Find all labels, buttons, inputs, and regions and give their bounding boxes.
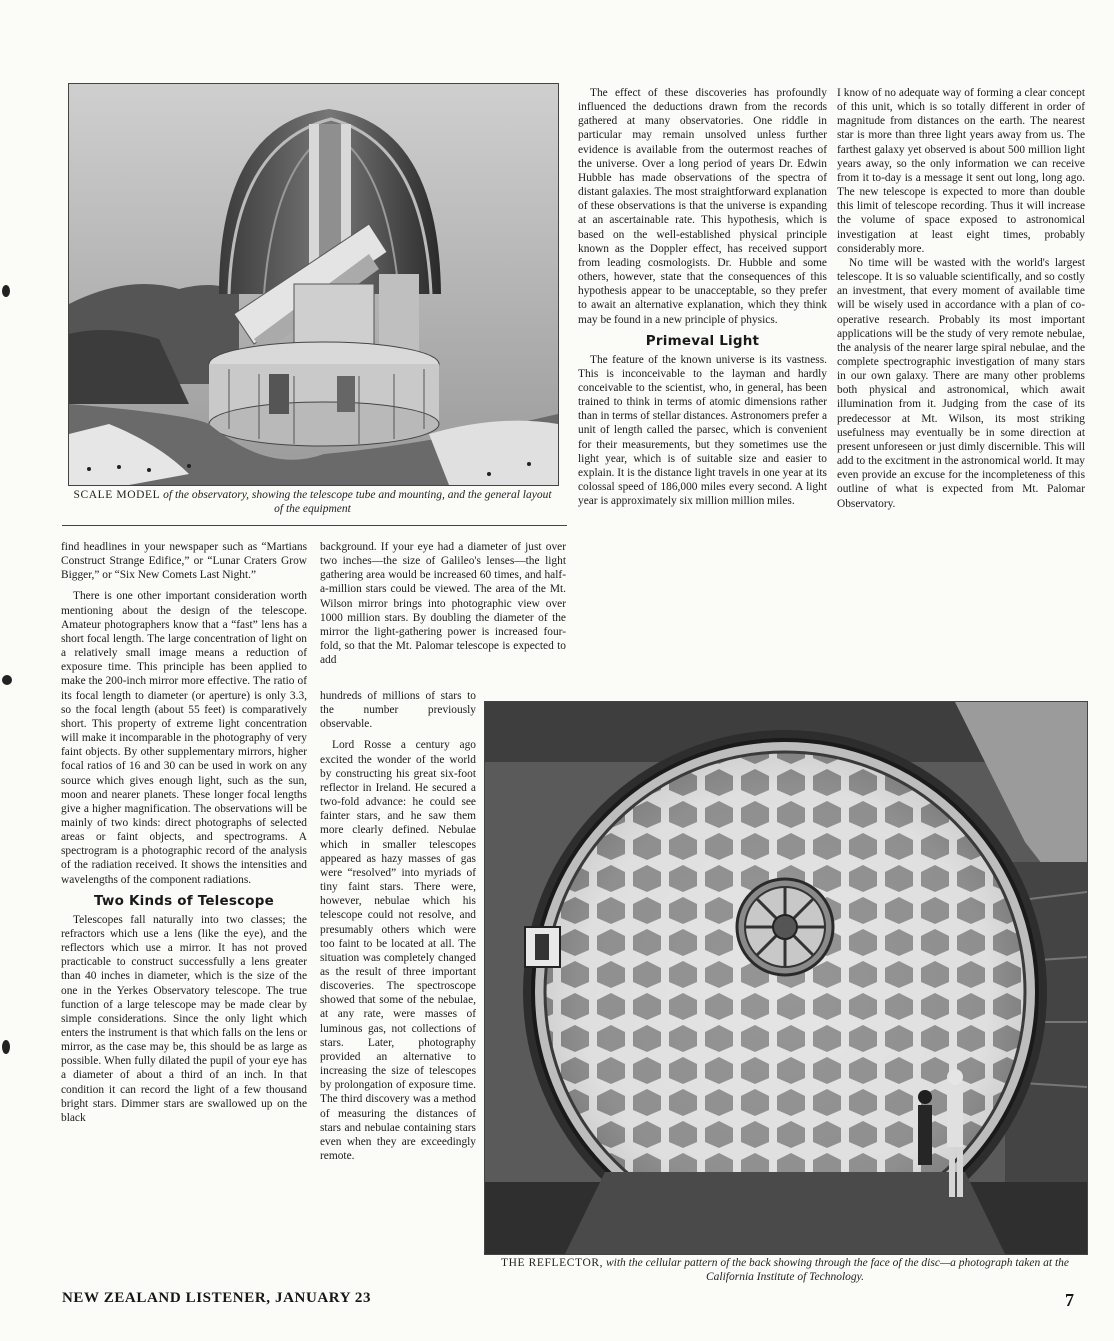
- reflector-disc-icon: [485, 702, 1087, 1254]
- paragraph-vastness: The feature of the known universe is its vastness. This is inconceivable to the layman and hardly conceivable to the scientist, who, in general, has been trained to think in terms of atomic dimensions rather than in terms of stellar distances. Astronomers prefer a unit of length called the parsec, which is convenient for their measurements, but they sometimes use the light year, which is of suitable size and easier to explain. It is the distance light travels in one year at its colossal speed of 186,000 miles every second. A light year is approximately six million million miles.: [578, 353, 827, 508]
- paragraph-eye-diameter: background. If your eye had a diameter of just over two inches—the size of Galileo's lenses—the light gathering area would be increased 60 times, and half-a-million stars could be viewed. The area of the Mt. Wilson mirror brings into photographic view over 1000 million stars. By doubling the diameter of the mirror the light-gathering power is increased four-fold, so that the Mt. Palomar telescope is expected to add: [320, 541, 566, 667]
- paragraph-lord-rosse: Lord Rosse a century ago excited the wonder of the world by constructing his great six-foot reflector in Ireland. He secured a two-fold advance: he could see fainter stars, and he saw them more clearly defined. Nebulae which in smaller telescopes appeared as hazy masses of gas were “resolved” into myriads of tiny faint stars. There were, however, nebulae which his telescope could not resolve, and presumably others which were too faint to be located at all. The situation was completely changed as the result of three important discoveries. The spectroscope showed that some of the nebulae, at any rate, were masses of luminous gas, not collections of stars. Later, photography provided an alternative to increasing the size of telescopes by prolongation of exposure time. The third discovery was a method of measuring the distances of stars and nebulae containing stars even when they are exceedingly remote.: [320, 739, 476, 1162]
- article-column-4-top: [837, 86, 1085, 686]
- article-column-2-narrow: [320, 689, 476, 1285]
- reflector-caption-text: with the cellular pattern of the back showing through the face of the disc—a photograph taken at the California Institute of Technology.: [603, 1257, 1069, 1283]
- observatory-model-icon: [69, 84, 558, 485]
- reflector-caption-lead: THE REFLECTOR,: [500, 1257, 604, 1269]
- section-divider-rule: [62, 525, 567, 526]
- paragraph-hundreds-of-millions: hundreds of millions of stars to the number previously observable.: [320, 690, 476, 731]
- observatory-photo-caption: [68, 488, 557, 516]
- page-number: 7: [1065, 1290, 1074, 1310]
- paragraph-light-year-concept: I know of no adequate way of forming a clear concept of this unit, which is so totally different in order of magnitude from distances on the earth. The nearest star is more than three light years away from us. The farthest galaxy yet observed is about 500 million light years away, so the only information we can receive from it to-day is a message it sent out long, long ago. The new telescope is expected to more than double this limit of telescope recording. Thus it will increase the volume of space exposed to astronomical investigation at least eight times, probably considerably more.: [837, 87, 1085, 255]
- paragraph-doppler-effect: The effect of these discoveries has profoundly influenced the deductions drawn from the records gathered at many observatories. One riddle in particular may remain unsolved unless further evidence is available from the outermost reaches of the universe. Over a long period of years Dr. Edwin Hubble has made observations of the spectra of distant galaxies. The most straightforward explanation of these observations is that the universe is expanding at an ascertainable rate. This hypothesis, which is based on the well-established physical principle known as the Doppler effect, has received support from leading cosmologists. Dr. Hubble and some others, however, state that the consequences of this hypothesis appear to be unacceptable, so they prefer to await an alternative explanation, which they think may be found in a new principle of physics.: [578, 87, 827, 326]
- observatory-model-photo: [68, 83, 559, 486]
- heading-two-kinds-of-telescope: Two Kinds of Telescope: [93, 892, 274, 909]
- paragraph-headlines: find headlines in your newspaper such as “Martians Construct Strange Edifice,” or “Lunar Craters Grow Bigger,” or “Six New Comets Last Night.”: [61, 541, 307, 582]
- paragraph-telescope-design: There is one other important consideration worth mentioning about the design of the telescope. Amateur photographers know that a “fast” lens has a short focal length. The large concentration of light on a relatively small image means a reduction of exposure time. This principle has been applied to make the 200-inch mirror more effective. The ratio of its focal length to diameter (or aperture) is only 3.3, so the focal length (about 55 feet) is comparatively short. This property of extreme light concentration will make it incomparable in the photography of very faint objects. By other supplementary mirrors, higher focal ratios of 16 and 30 can be used in work on any source which gives enough light, such as the sun, moon and nearer planets. These longer focal lengths give a higher magnification. The observations will be mainly of two kinds: direct photographs of selected areas or faint objects, and spectrograms. A spectrogram is a photographic record of the analysis of the radiation received. It shows the intensities and wavelengths of the component radiations.: [61, 590, 307, 886]
- article-column-1-bottom: [61, 540, 307, 1285]
- reflector-photo-caption: [488, 1256, 1082, 1284]
- article-column-3-top: [578, 86, 827, 686]
- margin-mark: [2, 285, 10, 297]
- margin-mark: [2, 675, 12, 685]
- observatory-caption-text: of the observatory, showing the telescope tube and mounting, and the general layout of the equipment: [160, 489, 552, 515]
- article-column-2-wide: [320, 540, 566, 688]
- observatory-caption-lead: SCALE MODEL: [73, 489, 161, 501]
- margin-mark: [2, 1040, 10, 1054]
- heading-primeval-light: Primeval Light: [645, 332, 760, 349]
- reflector-disc-photo: [484, 701, 1088, 1255]
- paragraph-no-time-wasted: No time will be wasted with the world's largest telescope. It is so valuable scientifically, and so costly an investment, that every moment of available time will be wisely used in accordance with a plan of co-operative research. Probably its most important applications will be the study of very remote nebulae, the analysis of the nearer large spiral nebulae, and the complete spectrographic investigation of many stars in our own galaxy. There are many other problems both physical and astronomical, which await illumination from it. Judging from the case of its predecessor at Mt. Wilson, its most striking usefulness may eventually be in some direction at present unforeseen or just dimly discernible. This will add to the excitment in the astronomical world. It may even provide an excuse for the incompleteness of this outline of what is expected from Mt. Palomar Observatory.: [837, 256, 1085, 510]
- publication-footer: NEW ZEALAND LISTENER, JANUARY 23: [62, 1290, 372, 1306]
- paragraph-refractors-reflectors: Telescopes fall naturally into two classes; the refractors which use a lens (like the eye), and the reflectors which use a mirror. It has not proved practicable to construct successfully a lens greater than 40 inches in diameter, which is the size of the one in the Yerkes Observatory telescope. The true function of a large telescope may be made clear by simple considerations. Since the only light which enters the instrument is that which falls on the lens or mirror, as the case may be, this should be as large as possible. When fully dilated the pupil of your eye has a diameter of about a third of an inch. In that condition it can record the light of a few thousand bright stars. Dimmer stars are swallowed up on the black: [61, 913, 307, 1124]
